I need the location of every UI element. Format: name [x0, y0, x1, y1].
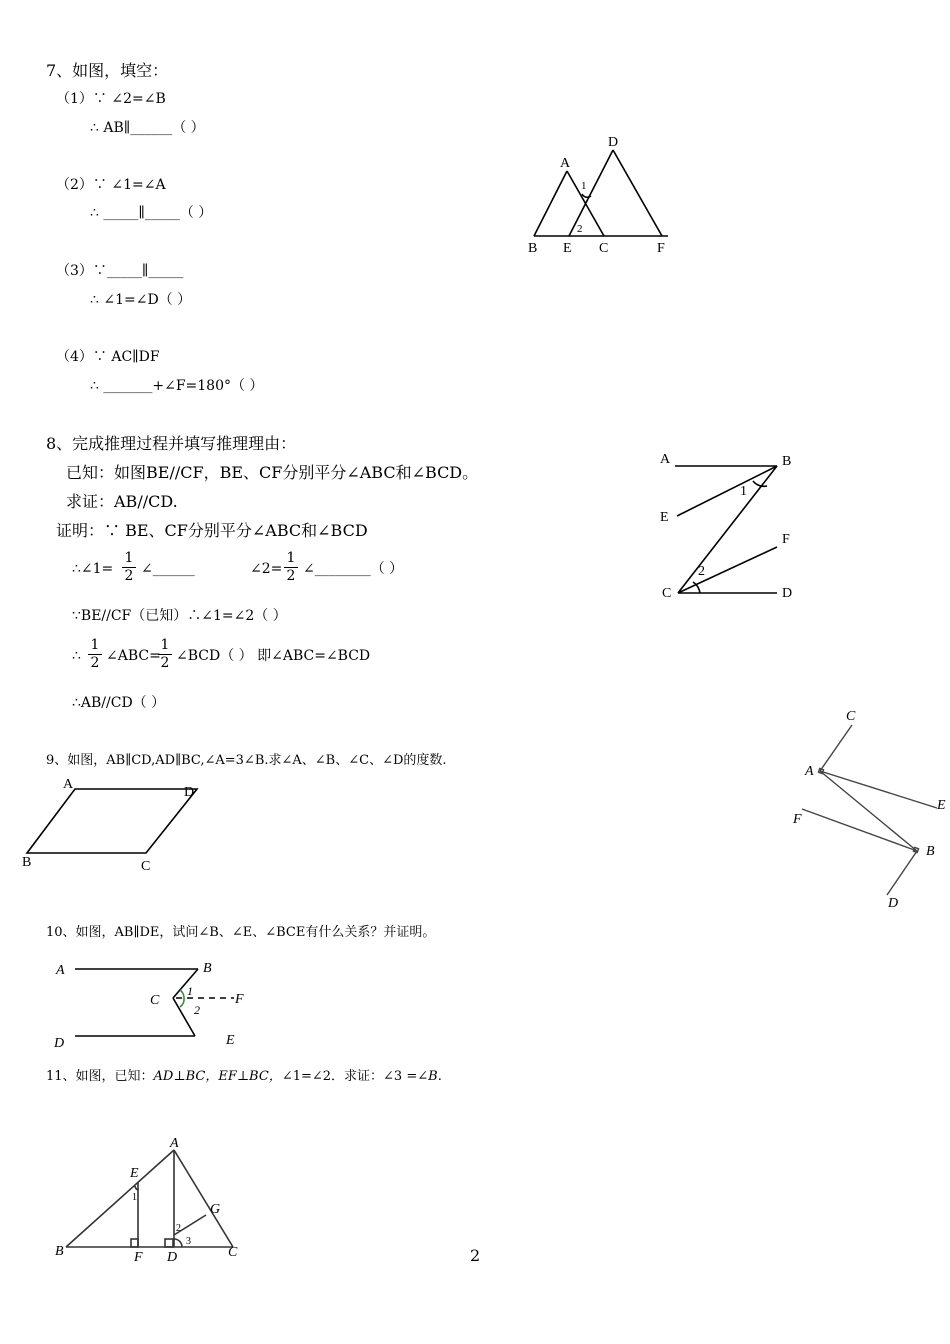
q8-figure	[655, 445, 805, 605]
q7-label-f: F	[657, 241, 665, 256]
q7-title: 7、如图，填空：	[46, 61, 169, 80]
q9-label-c: C	[141, 859, 151, 874]
q8-given: 已知：如图BE//CF，BE、CF分别平分∠ABC和∠BCD。	[66, 463, 479, 482]
q8-line3-b: ∠ABC=	[106, 648, 161, 664]
q8-line1-b: ∠______	[141, 561, 195, 577]
q9-text: 9、如图，AB∥CD,AD∥BC,∠A=3∠B.求∠A、∠B、∠C、∠D的度数.	[46, 753, 447, 768]
q9-extra-label-f: F	[793, 812, 802, 827]
q7-part3-conclusion: ∴ ∠1=∠D（ ）	[90, 292, 192, 308]
q11-label-d: D	[167, 1250, 178, 1265]
q7-part3-given: （3）∵_____∥_____	[56, 263, 184, 279]
q8-fraction-1: $\frac{1}{2}$	[122, 550, 136, 585]
q11-label-e: E	[130, 1166, 139, 1181]
q11-label-f: F	[134, 1250, 143, 1265]
q8-title: 8、完成推理过程并填写推理理由：	[46, 434, 297, 453]
q8-proof-start: 证明：∵ BE、CF分别平分∠ABC和∠BCD	[56, 521, 368, 540]
q11-label-g: G	[210, 1202, 221, 1217]
q7-part2-conclusion: ∴ _____∥_____（ ）	[90, 205, 213, 221]
q7-part4-given: （4）∵ AC∥DF	[56, 349, 160, 365]
q7-part4-conclusion: ∴ _______+∠F=180°（ ）	[90, 378, 264, 394]
q10-label-c: C	[150, 993, 160, 1008]
q11-label-3: 3	[186, 1236, 191, 1247]
q8-line2: ∵BE//CF（已知）∴∠1=∠2（ ）	[72, 608, 287, 624]
q7-label-a: A	[560, 156, 571, 171]
q7-label-b: B	[528, 241, 538, 256]
q10-text: 10、如图，AB∥DE，试问∠B、∠E、∠BCE有什么关系？并证明。	[46, 925, 436, 940]
q8-label-1: 1	[740, 484, 747, 499]
q10-label-d: D	[54, 1036, 65, 1051]
q8-label-2: 2	[698, 564, 705, 579]
q8-label-a: A	[660, 452, 671, 467]
q9-label-b: B	[22, 855, 32, 870]
q7-part1-conclusion: ∴ AB∥______（ ）	[90, 120, 205, 136]
q11-label-2: 2	[176, 1223, 181, 1234]
q10-figure	[50, 955, 260, 1055]
q11-figure	[50, 1135, 250, 1265]
q11-label-1: 1	[132, 1192, 137, 1203]
q7-label-2: 2	[577, 223, 583, 235]
q8-line1-d: ∠________（ ）	[303, 561, 404, 577]
q8-fraction-2: $\frac{1}{2}$	[284, 550, 298, 585]
q11-label-a: A	[170, 1136, 179, 1151]
q11-label-c: C	[228, 1245, 238, 1260]
q8-line4: ∴AB//CD（ ）	[72, 695, 166, 711]
q11-text: 11、如图，已知：AD⊥BC，EF⊥BC，∠1=∠2．求证：∠3 =∠B.	[46, 1069, 442, 1084]
q10-label-f: F	[235, 992, 244, 1007]
q9-extra-label-d: D	[888, 896, 899, 911]
q10-label-b: B	[203, 961, 212, 976]
q10-label-e: E	[226, 1033, 235, 1048]
q9-extra-label-c: C	[846, 709, 856, 724]
q8-prove: 求证：AB//CD.	[66, 492, 178, 511]
q7-part2-given: （2）∵ ∠1=∠A	[56, 177, 166, 193]
q8-label-b: B	[782, 454, 792, 469]
q8-line3-c: ∠BCD（ ） 即∠ABC=∠BCD	[176, 648, 371, 664]
q10-label-1: 1	[187, 984, 193, 998]
q7-label-1: 1	[581, 180, 587, 192]
q9-extra-label-b: B	[926, 844, 935, 859]
q8-line1-a: ∴∠1=	[72, 561, 114, 577]
page-number: 2	[470, 1246, 481, 1265]
q7-label-e: E	[563, 241, 572, 256]
q9-label-a: A	[63, 777, 74, 792]
q10-label-2: 2	[194, 1003, 200, 1017]
q7-part1-given: （1）∵ ∠2=∠B	[56, 91, 166, 107]
q9-figure	[20, 775, 220, 880]
q9-extra-label-e: E	[937, 798, 946, 813]
q8-label-d: D	[782, 586, 793, 601]
q7-figure	[520, 130, 680, 260]
q8-line1-c: ∠2=	[250, 561, 283, 577]
q8-fraction-4: $\frac{1}{2}$	[158, 637, 172, 672]
q9-extra-figure	[790, 705, 950, 915]
q11-label-b: B	[55, 1244, 64, 1259]
q8-line3-a: ∴	[72, 648, 81, 664]
q8-label-c: C	[662, 586, 672, 601]
q9-label-d: D	[184, 785, 195, 800]
q8-fraction-3: $\frac{1}{2}$	[88, 637, 102, 672]
q7-label-c: C	[599, 241, 609, 256]
q7-label-d: D	[608, 135, 619, 150]
q8-label-f: F	[782, 532, 790, 547]
q10-label-a: A	[56, 963, 65, 978]
q8-label-e: E	[660, 510, 669, 525]
q9-extra-label-a: A	[805, 764, 814, 779]
